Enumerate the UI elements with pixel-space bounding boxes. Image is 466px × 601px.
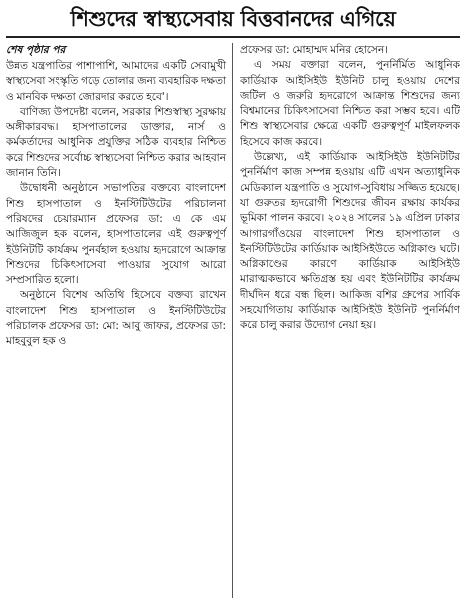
- left-column: [6, 43, 233, 598]
- paragraph: অনুষ্ঠানে বিশেষ অতিথি হিসেবে বক্তব্য রাখেন বাংলাদেশ শিশু হাসপাতাল ও ইনস্টিটিউটের পরিচালক প্রফেসর ডা: মো: আবু জাফর, প্রফেসর ডা: মাহবুবুল হক ও: [6, 289, 226, 348]
- headline-divider: [6, 36, 460, 38]
- headline: শিশুদের স্বাস্থ্যসেবায় বিত্তবানদের এগিয়ে: [70, 7, 396, 31]
- paragraph: উল্লেখ্য, এই কার্ডিয়াক আইসিইউ ইউনিটটির পুনর্নির্মাণ কাজ সম্পন্ন হওয়ায় এটি এখন অত্যাধুনিক মেডিক্যাল যন্ত্রপাতি ও সুযোগ-সুবিধায় সজ্জিত হয়েছে। যা গুরুতর হৃদরোগী শিশুদের জীবন রক্ষায় কার্যকর ভূমিকা পালন করবে। ২০২৪ সালের ১৯ এপ্রিল ঢাকার আগারগাঁওয়ের বাংলাদেশ শিশু হাসপাতাল ও ইনস্টিটিউটের কার্ডিয়াক আইসিইউতে অগ্নিকাণ্ড ঘটে। অগ্নিকাণ্ডের কারণে কার্ডিয়াক আইসিইউ মারাত্মকভাবে ক্ষতিগ্রস্ত হয় এবং ইউনিটটির কার্যক্রম দীর্ঘদিন ধরে বন্ধ ছিল। আকিজ বশির গ্রুপের সার্বিক সহযোগিতায় কার্ডিয়াক আইসিইউ ইউনিট পুনর্নির্মাণ করে চালু করার উদ্যোগ নেয়া হয়।: [240, 151, 460, 332]
- paragraph: উন্নত যন্ত্রপাতির পাশাপাশি, আমাদের একটি সেবামুখী স্বাস্থ্যসেবা সংস্কৃতি গড়ে তোলার জন্য ব্যবহারিক দক্ষতা ও মানবিক দক্ষতা জোরদার করতে হবে'।: [6, 60, 226, 103]
- continued-from-label: শেষ পৃষ্ঠার পর: [6, 44, 66, 56]
- paragraph: এ সময় বক্তারা বলেন, পুনর্নির্মিত আধুনিক কার্ডিয়াক আইসিইউ ইউনিট চালু হওয়ায় দেশের জটিল ও জরুরি হৃদরোগে আক্রান্ত শিশুদের জন্য বিশ্বমানের চিকিৎসাসেবা নিশ্চিত করা সম্ভব হবে। এটি শিশু স্বাস্থ্যসেবার ক্ষেত্রে একটি গুরুত্বপূর্ণ মাইলফলক হিসেবে কাজ করবে।: [240, 59, 460, 148]
- paragraph: প্রফেসর ডা: মোহাম্মদ মনির হোসেন।: [240, 44, 388, 56]
- right-column: [233, 43, 460, 598]
- paragraph: বাণিজ্য উপদেষ্টা বলেন, সরকার শিশুস্বাস্থ্য সুরক্ষায় অঙ্গীকারবদ্ধ। হাসপাতালের ডাক্তার, নার্স ও কর্মকর্তাদের আধুনিক প্রযুক্তির সঠিক ব্যবহার নিশ্চিত করে শিশুদের সর্বোচ্চ স্বাস্থ্যসেবা নিশ্চিত করার আহবান জানান তিনি।: [6, 105, 226, 180]
- paragraph: উদ্বোধনী অনুষ্ঠানে সভাপতির বক্তব্যে বাংলাদেশ শিশু হাসপাতাল ও ইনস্টিটিউটের পরিচালনা পরিষদের চেয়ারম্যান প্রফেসর ডা: এ কে এম আজিজুল হক বলেন, হাসপাতালের এই গুরুত্বপূর্ণ ইউনিটটি কার্যক্রম পুনর্বহাল হওয়ায় হৃদরোগে আক্রান্ত শিশুদের চিকিৎসাসেবা পাওয়ার সুযোগ আরো সম্প্রসারিত হলো।: [6, 182, 226, 287]
- article-body: [6, 43, 460, 598]
